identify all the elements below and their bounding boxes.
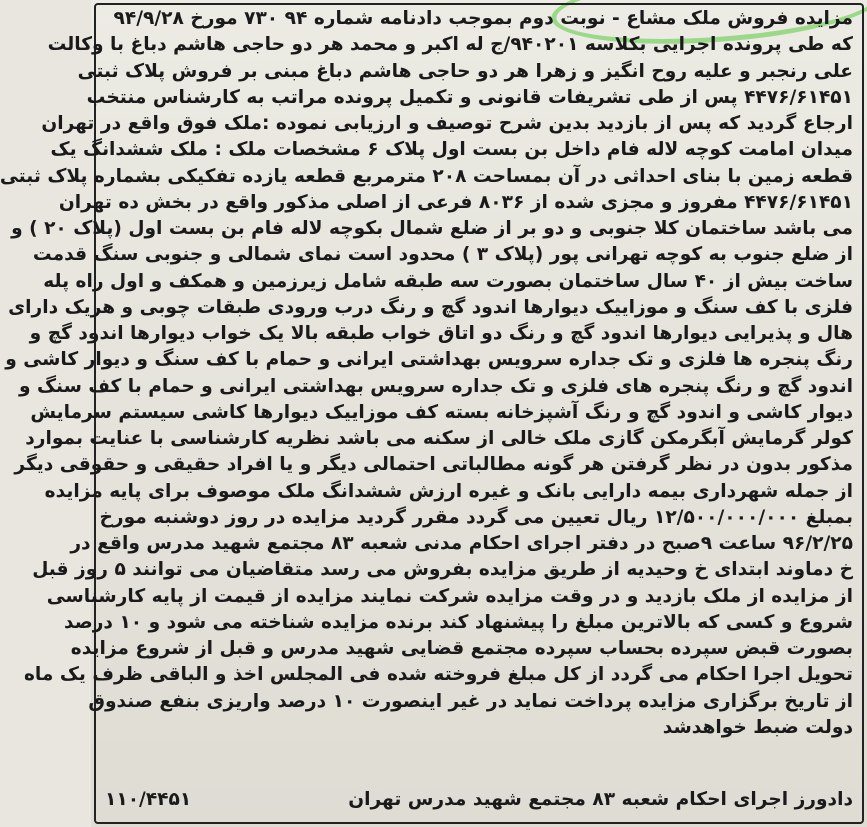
notice-body [0,6,853,741]
notice-line: ۴۴۷۶/۶۱۴۵۱ پس از طی تشریفات قانونی و تکمیل پرونده مراتب به کارشناس منتخب [86,86,853,108]
notice-line: بصورت قبض سپرده بحساب سپرده مجتمع قضایی شهید مدرس و قبل از شروع مزایده [70,638,853,659]
issuer-signature: دادورز اجرای احکام شعبه ۸۳ مجتمع شهید مدرس تهران [348,788,853,810]
notice-line: ۹۶/۲/۲۵ ساعت ۹صبح در دفتر اجرای احکام مدنی شعبه ۸۳ مجتمع شهید مدرس واقع در [70,533,853,554]
notice-line: فلزی با کف سنگ و موزاییک دیوارها اندود گچ و رنگ درب ورودی طبقات چوبی و هریک دارای [8,296,853,318]
notice-line: مزایده فروش ملک مشاع - نوبت دوم بموجب دادنامه شماره ۹۴ ۷۳۰ مورخ ۹۴/۹/۲۸ [113,8,853,29]
notice-line: از مزایده از ملک بازدید و در وقت مزایده شرکت نمایند مزایده از قیمت از پایه کارشناسی [46,585,853,607]
notice-line: اندود گچ و رنگ پنجره های فلزی و تک جداره سرویس بهداشتی ایرانی و حمام با کف سنگ و [18,375,853,397]
notice-code: ۱۱۰/۴۴۵۱ [105,788,192,810]
notice-line: میدان امامت کوچه لاله فام داخل بن بست اول پلاک ۶ مشخصات ملک : ملک ششدانگ یک [50,139,853,161]
notice-line: ۴۴۷۶/۶۱۴۵۱ مفروز و مجزی شده از ۸۰۳۶ فرعی از اصلی مذکور واقع در بخش ده تهران [58,191,853,213]
notice-line: از ضلع جنوب به کوچه تهرانی پور (پلاک ۳ ) محدود است نمای شمالی و جنوبی سنگ قدمت [32,244,853,266]
notice-line: شروع و کسی که بالاترین مبلغ را پیشنهاد کند برنده مزایده شناخته می شود و ۱۰ درصد [64,611,853,633]
notice-line: دولت ضبط خواهدشد [662,716,853,738]
notice-line: دیوار کاشی و اندود گچ و رنگ آشپزخانه بسته کف موزاییک دیوارها کاشی سیستم سرمایش [30,401,853,423]
notice-line: از تاریخ برگزاری مزایده پرداخت نماید در غیر اینصورت ۱۰ درصد واریزی بنفع صندوق [88,690,853,712]
notice-line: خ دماوند ابتدای خ وحیدیه از طریق مزایده بفروش می رسد متقاضیان می توانند ۵ روز قبل [32,559,853,581]
notice-line: ساخت بیش از ۴۰ سال ساختمان بصورت سه طبقه شامل زیرزمین و همکف و اول راه پله [43,270,853,292]
notice-line: بمبلغ ۱۲/۵۰۰/۰۰۰/۰۰۰ ریال تعیین می گردد مقرر گردید مزایده در روز دوشنبه مورخ [99,506,853,528]
notice-line: که طی پرونده اجرایی بکلاسه ۹۴۰۲۰۱/ج له اکبر و محمد هر دو حاجی هاشم دباغ با وکالت [47,34,853,56]
notice-line: رنگ پنجره ها فلزی و تک جداره سرویس بهداشتی ایرانی و حمام با کف سنگ و دیوار کاشی و [5,349,853,371]
notice-line: ارجاع گردید که پس از بازدید بدین شرح توصیف و ارزیابی نموده :ملک فوق واقع در تهران [41,113,853,134]
notice-line: قطعه زمین با بنای احداثی در آن بمساحت ۲۰۸ مترمربع قطعه یازده تفکیکی بشماره پلاک ثبتی [0,165,853,187]
notice-line: مذکور بدون در نظر گرفتن هر گونه مطالباتی احتمالی دیگر و یا افراد حقیقی و حقوقی دیگر [14,454,853,476]
notice-line: از جمله شهرداری بیمه دارایی بانک و غیره ارزش ششدانگ ملک موصوف برای پایه مزایده [44,480,853,502]
notice-footer [105,784,853,814]
notice-line: تحویل اجرا احکام می گردد از کل مبلغ فروخته شده فی المجلس اخذ و الباقی ظرف یک ماه [23,664,853,686]
notice-line: کولر گرمایش آبگرمکن گازی ملک خالی از سکنه می باشد نظریه کارشناسی با عنایت بموارد [25,428,853,449]
notice-line: علی رنجبر و علیه روح انگیز و زهرا هر دو حاجی هاشم دباغ مبنی بر فروش پلاک ثبتی [77,60,853,82]
notice-line: هال و پذیرایی دیوارها اندود گچ و رنگ دو اتاق خواب طبقه بالا یک خواب دیوارها اندود گچ و [29,323,853,344]
notice-line: می باشد ساختمان کلا جنوبی و دو بر از ضلع شمال بکوچه لاله فام بن بست اول (پلاک ۲۰ ) و [11,218,853,239]
